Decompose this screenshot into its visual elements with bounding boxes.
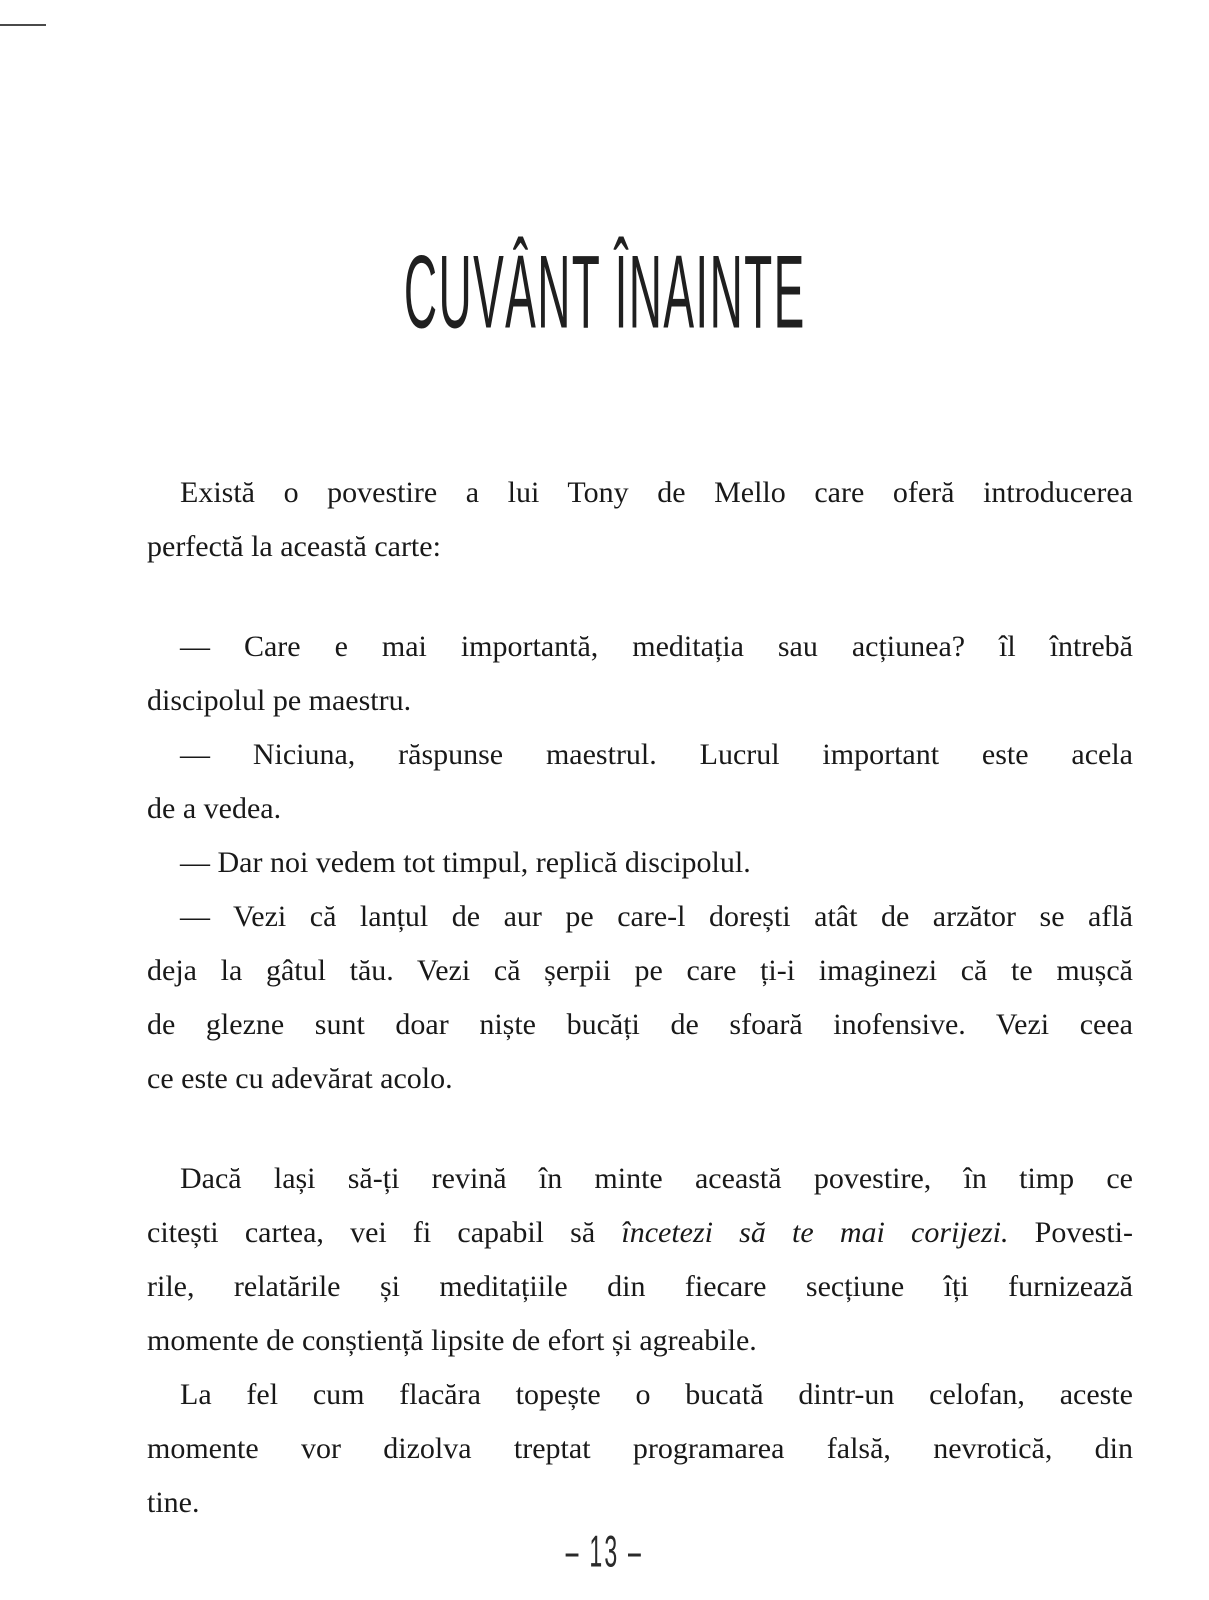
text-line — [147, 1152, 1133, 1206]
paragraph — [147, 620, 1133, 728]
paragraph — [147, 466, 1133, 574]
text-line — [147, 944, 1133, 998]
text-line — [147, 520, 1133, 574]
text-segment: tine. — [147, 1486, 200, 1519]
text-segment: momente de conștiență lipsite de efort și agreabile. — [147, 1324, 757, 1357]
paragraph — [147, 836, 1133, 890]
text-segment: Dacă lași să-ți revină în minte această povestire, în timp ce — [180, 1162, 1133, 1195]
text-line — [147, 1314, 1133, 1368]
text-segment: momente vor dizolva treptat programarea falsă, nevrotică, din — [147, 1432, 1133, 1465]
text-segment: ce este cu adevărat acolo. — [147, 1062, 453, 1095]
text-line — [147, 466, 1133, 520]
text-segment: — Niciuna, răspunse maestrul. Lucrul important este acela — [180, 738, 1133, 771]
body-text — [147, 466, 1133, 1530]
text-segment: — Vezi că lanțul de aur pe care-l dorești atât de arzător se află — [180, 900, 1133, 933]
text-line — [147, 836, 1133, 890]
text-segment: deja la gâtul tău. Vezi că șerpii pe care ți-i imaginezi că te mușcă — [147, 954, 1133, 987]
text-line — [147, 890, 1133, 944]
paragraph — [147, 890, 1133, 1106]
text-segment: — Dar noi vedem tot timpul, replică discipolul. — [180, 846, 751, 879]
paragraph — [147, 728, 1133, 836]
text-segment: discipolul pe maestru. — [147, 684, 412, 717]
text-line — [147, 728, 1133, 782]
page-number — [0, 1528, 1209, 1576]
page-number-text: – 13 – — [565, 1526, 644, 1577]
paragraph — [147, 1368, 1133, 1530]
text-segment: La fel cum flacăra topește o bucată dintr-un celofan, aceste — [180, 1378, 1133, 1411]
text-line — [147, 1052, 1133, 1106]
paragraph — [147, 1152, 1133, 1368]
text-segment: perfectă la această carte: — [147, 530, 441, 563]
text-line — [147, 1206, 1133, 1260]
chapter-title-text: CUVÂNT ÎNAINTE — [403, 233, 806, 351]
chapter-title — [0, 233, 1209, 351]
text-segment: Povesti- — [1008, 1216, 1133, 1249]
text-line — [147, 674, 1133, 728]
text-segment: citești cartea, vei fi capabil să — [147, 1216, 622, 1249]
italic-text-segment: încetezi să te mai corijezi. — [621, 1216, 1009, 1249]
text-segment: Există o povestire a lui Tony de Mello care oferă introducerea — [180, 476, 1133, 509]
text-line — [147, 1260, 1133, 1314]
text-segment: rile, relatările și meditațiile din fiecare secțiune îți furnizează — [147, 1270, 1133, 1303]
text-line — [147, 998, 1133, 1052]
corner-crop-mark — [0, 24, 46, 26]
text-line — [147, 782, 1133, 836]
text-line — [147, 620, 1133, 674]
text-line — [147, 1368, 1133, 1422]
text-line — [147, 1476, 1133, 1530]
text-segment: de a vedea. — [147, 792, 282, 825]
text-line — [147, 1422, 1133, 1476]
text-segment: — Care e mai importantă, meditația sau acțiunea? îl întrebă — [180, 630, 1133, 663]
text-segment: de glezne sunt doar niște bucăți de sfoară inofensive. Vezi ceea — [147, 1008, 1133, 1041]
